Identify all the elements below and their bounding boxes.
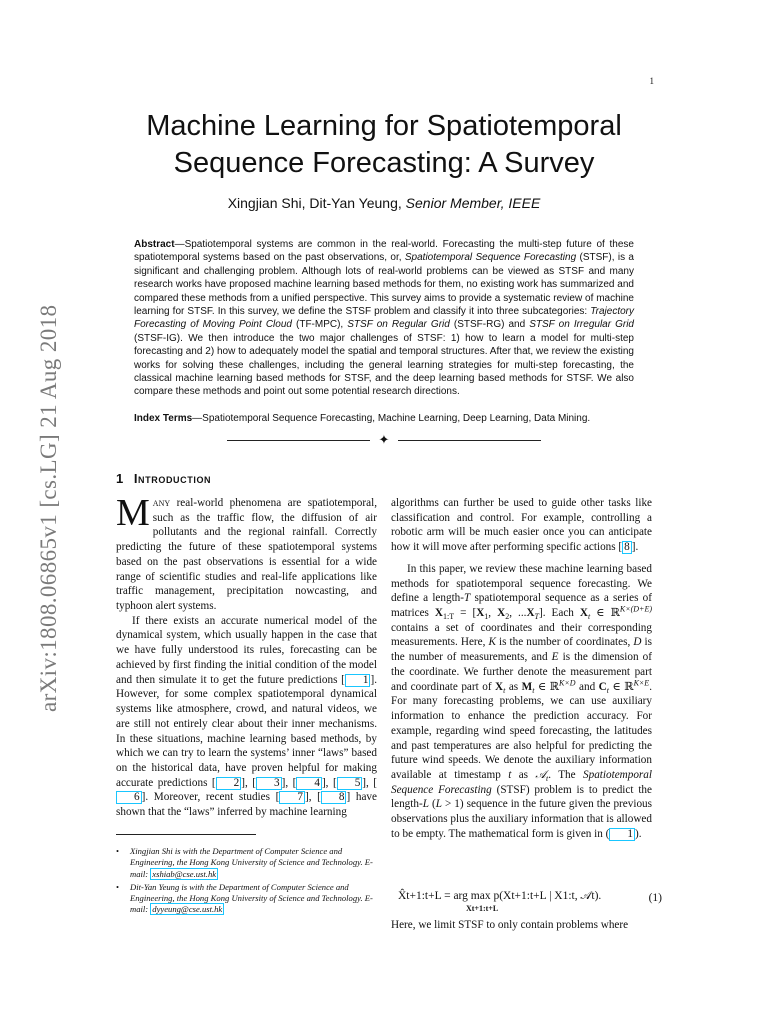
right-paragraph-1: algorithms can further be used to guide other tasks like classification and control. For example, controlling a robotic arm will be much easier once you can anticipate how it will move after performing specific actions [ 8 ]. <box>391 497 652 554</box>
drop-cap-continuation: any <box>152 497 171 509</box>
abstract-dash: — <box>174 239 185 250</box>
math-superscript: K×(D+E) <box>619 604 652 614</box>
paragraph-text: . For many forecasting problems, we can use auxiliary information to enhance the prediction accuracy. For example, regarding wind speed forecasting, the latitudes and past temperatures are also helpful for predicting the future wind speeds. We denote the auxiliary information available at timestamp <box>391 680 652 781</box>
section-number: 1 <box>116 471 124 486</box>
title-line-2: Sequence Forecasting: A Survey <box>173 147 595 179</box>
divider-rule-right <box>398 440 541 441</box>
math-subscript: 2 <box>505 612 510 622</box>
math-subscript: 1 <box>484 612 489 622</box>
intro-paragraph-1 <box>116 492 377 614</box>
paragraph-text: (STSF) problem is to predict the length- <box>391 783 652 811</box>
citation-separator: , <box>308 791 318 804</box>
math-subscript: t <box>588 612 591 622</box>
paragraph-text: and <box>575 680 599 693</box>
paragraph-text: real-world phenomena are spatiotemporal, such as the traffic flow, the diffusion of air pollutants and the regional rainfall. Correctly predicting the future of these spatiotemporal systems based on the past observations is essential for a wide range of scientific studies and real-life applications like traffic management, precipitation nowcasting, and typhoon alert systems. <box>116 497 377 613</box>
right-column <box>391 496 652 842</box>
term-emphasis: Spatiotemporal Sequence Forecasting <box>391 768 652 796</box>
left-column <box>116 492 378 820</box>
abstract-text: (STSF-IG). We then introduce the two major challenges of STSF: 1) how to learn a model for multi-step forecasting and 2) how to adequately model the spatial and temporal structures. After that, we review the existing works for solving these challenges, including the general learning strategies for multi-step forecasting, the classical machine learning based methods for STSF, and the deep learning based methods for STSF. We also compare these methods and point out some potential research directions. <box>134 332 634 398</box>
paragraph-text: . Moreover, recent studies <box>145 791 276 804</box>
footnote-text: Dit-Yan Yeung is with the Department of Computer Science and Engineering, the Hong Kong University of Science and Technology. E-mail: <box>130 881 373 915</box>
paragraph-text: If there exists an accurate numerical model of the dynamical system, which usually happen in the case that we have fully understood its rules, forecasting can be achieved by first finding the initial condition of the model and then simulate it to get the future predictions <box>116 614 377 686</box>
abstract-text: (TF-MPC), <box>291 319 348 331</box>
math-subscript: 1:T <box>443 612 455 622</box>
math-symbol: M <box>521 680 533 693</box>
math-symbol: E <box>551 651 559 664</box>
index-terms-text: Spatiotemporal Sequence Forecasting, Machine Learning, Deep Learning, Data Mining. <box>202 413 591 424</box>
abstract-emphasis: Trajectory Forecasting of Moving Point Cloud <box>134 306 634 331</box>
math-superscript: K×E <box>633 677 650 687</box>
citation-separator: , <box>285 776 293 789</box>
math-symbol: L <box>435 798 442 811</box>
index-terms <box>134 412 634 425</box>
section-heading <box>116 471 211 486</box>
footnote-bullet: • <box>116 846 120 856</box>
abstract-emphasis: Spatiotemporal Sequence Forecasting <box>404 252 577 264</box>
citation-link[interactable]: 4 <box>296 777 322 790</box>
author-line <box>100 195 668 211</box>
paragraph-text: , ... <box>509 607 527 620</box>
paragraph-text: . <box>635 541 639 554</box>
math-symbol: X <box>526 607 535 620</box>
footnote-text: Xingjian Shi is with the Department of Computer Science and Engineering, the Hong Kong University of Science and Technology. E-mail: <box>130 846 373 879</box>
paragraph-text: contains a set of coordinates and their corresponding measurements. Here, <box>391 621 652 649</box>
citation-link[interactable]: 1 <box>345 674 371 687</box>
abstract-emphasis: STSF on Irregular Grid <box>529 319 634 331</box>
math-symbol: 𝒜 <box>535 768 546 781</box>
paragraph-text: as <box>505 680 522 693</box>
footnotes <box>116 846 378 918</box>
math-symbol: t <box>508 768 512 781</box>
math-symbol: K <box>488 636 496 649</box>
paragraph-text: spatiotemporal sequence as a series of matrices <box>391 592 653 620</box>
abstract-label: Abstract <box>134 239 175 250</box>
title-line-1: Machine Learning for Spatiotemporal <box>146 110 622 142</box>
paragraph-text: as <box>511 768 536 781</box>
math-subscript: t <box>606 685 609 695</box>
paragraph-text: is the number of coordinates, <box>495 636 634 649</box>
math-subscript: T <box>534 612 539 622</box>
citation-link[interactable]: 3 <box>256 777 282 790</box>
math-symbol: X <box>579 607 589 620</box>
index-terms-label: Index Terms <box>134 413 193 424</box>
math-symbol: L <box>422 798 429 811</box>
math-subscript: t <box>503 685 506 695</box>
paragraph-continuation: Here, we limit STSF to only contain problems where <box>391 919 629 931</box>
math-subscript: t <box>546 774 549 784</box>
paragraph-text: In this paper, we review these machine learning based methods for spatiotemporal sequence forecasting. We define a length- <box>391 562 652 605</box>
paragraph-text: ∈ ℝ <box>609 680 634 693</box>
equation-body: X̂t+1:t+L = arg max p(Xt+1:t+L | X1:t, 𝒜t). <box>398 890 602 902</box>
math-superscript: K×D <box>559 677 576 687</box>
citation-link[interactable]: 5 <box>337 777 363 790</box>
section-title: Introduction <box>133 471 212 486</box>
citation-separator: , <box>366 776 374 789</box>
math-symbol: X <box>497 607 506 620</box>
math-symbol: T <box>464 592 471 605</box>
paragraph-text: > 1) sequence in the future given the previous observations plus the auxiliary information that is allowed to be empty. The mathematical form is given in ( <box>391 798 652 840</box>
citation-link[interactable]: 2 <box>216 777 242 790</box>
paragraph-text: have shown that the “laws” inferred by machine learning <box>116 791 377 819</box>
divider-ornament: ✦ <box>378 432 390 447</box>
equation-number: (1) <box>648 892 662 904</box>
divider-rule-left <box>227 440 370 441</box>
right-paragraph-2 <box>391 562 652 842</box>
page-number: 1 <box>649 76 654 86</box>
paragraph-text: is the dimension of the coordinate. We further denote the measurement part and coordinate part of <box>391 651 652 693</box>
footnote-bullet: • <box>116 881 120 892</box>
footnote-item <box>116 846 378 880</box>
math-subscript: t <box>532 685 535 695</box>
paragraph-text: ∈ ℝ <box>534 680 560 693</box>
paragraph-text: , <box>488 607 498 620</box>
citation-separator: , <box>244 776 253 789</box>
citation-separator: , <box>325 776 333 789</box>
paragraph-text: ∈ ℝ <box>590 607 620 620</box>
abstract-text: Spatiotemporal systems are common in the real-world. Forecasting the multi-step future of these spatiotemporal systems based on the past observations, or, <box>134 239 634 264</box>
footnote-rule <box>116 834 256 835</box>
email-link[interactable]: dyyeung@cse.ust.hk <box>152 904 223 915</box>
paper-title <box>100 108 668 182</box>
paragraph-text: algorithms can further be used to guide other tasks like classification and control. For example, controlling a robotic arm will be much easier once you can anticipate how it will move after performing specific actions <box>391 497 652 554</box>
citation-link[interactable]: 8 <box>321 791 347 804</box>
footnote-item <box>116 882 378 916</box>
paragraph-text: = [ <box>454 607 477 620</box>
paragraph-text: ]. Each <box>538 607 580 620</box>
equation-argmax-subscript: Xt+1:t+L <box>466 904 499 913</box>
paragraph-text: . The <box>548 768 583 781</box>
author-names: Xingjian Shi, Dit-Yan Yeung, <box>227 195 406 211</box>
intro-paragraph-2: If there exists an accurate numerical model of the dynamical system, which usually happen in the case that we have fully understood its rules, forecasting can be achieved by first finding the initial condition of the model and then simulate it to get the future predictions [ 1 ]. However, for some complex spatiotemporal dynamical systems like atmosphere, crowd, and natural videos, we are still not entirely clear about their inner mechanisms. In these situations, machine learning based methods, by which we can try to learn the systems’ inner “laws” based on the historical data, have proven helpful for making accurate predictions [ 2 ], [ 3 ], [ 4 ], [ 5 ], [6 ]. Moreover, recent studies [ 7 ], [ 8 ] have shown that the “laws” inferred by machine learning <box>116 614 378 819</box>
math-symbol: X <box>476 607 485 620</box>
paragraph-text: . However, for some complex spatiotemporal dynamical systems like atmosphere, crowd, and natural videos, we are still not entirely clear about their inner mechanisms. In these situations, machine learning based methods, by which we can try to learn the systems’ inner “laws” based on the historical data, have proven helpful for making accurate predictions <box>116 673 377 789</box>
arxiv-stamp[interactable]: arXiv:1808.06865v1 [cs.LG] 21 Aug 2018 <box>36 304 61 712</box>
math-symbol: C <box>598 680 607 693</box>
author-role: Senior Member, IEEE <box>405 195 541 211</box>
equation-1 <box>398 886 662 914</box>
abstract <box>134 238 634 399</box>
paragraph-text: ). <box>635 827 642 840</box>
math-symbol: D <box>633 636 642 649</box>
citation-link[interactable]: 7 <box>279 791 305 804</box>
index-terms-dash: — <box>192 413 203 424</box>
citation-link[interactable]: 8 <box>624 541 630 554</box>
email-link[interactable]: xshiab@cse.ust.hk <box>152 868 217 879</box>
paragraph-text: ( <box>428 798 436 811</box>
abstract-text: (STSF), is a significant and challenging problem. Although lots of real-world problems can be viewed as STSF and many research works have proposed machine learning based methods for them, no existing work has summarized and compared these methods from a unified perspective. This survey aims to provide a systematic review of machine learning for STSF. In this survey, we define the STSF problem and classify it into three subcategories: <box>134 252 634 318</box>
drop-cap: M <box>116 492 150 534</box>
citation-link[interactable]: 6 <box>116 791 142 804</box>
equation-ref-link[interactable]: 1 <box>609 828 635 841</box>
paragraph-text: is the number of measurements, and <box>391 636 652 664</box>
abstract-emphasis: STSF on Regular Grid <box>347 319 450 331</box>
math-symbol: X <box>495 680 504 693</box>
abstract-text: (STSF-RG) and <box>449 319 530 331</box>
math-symbol: X <box>434 607 444 620</box>
